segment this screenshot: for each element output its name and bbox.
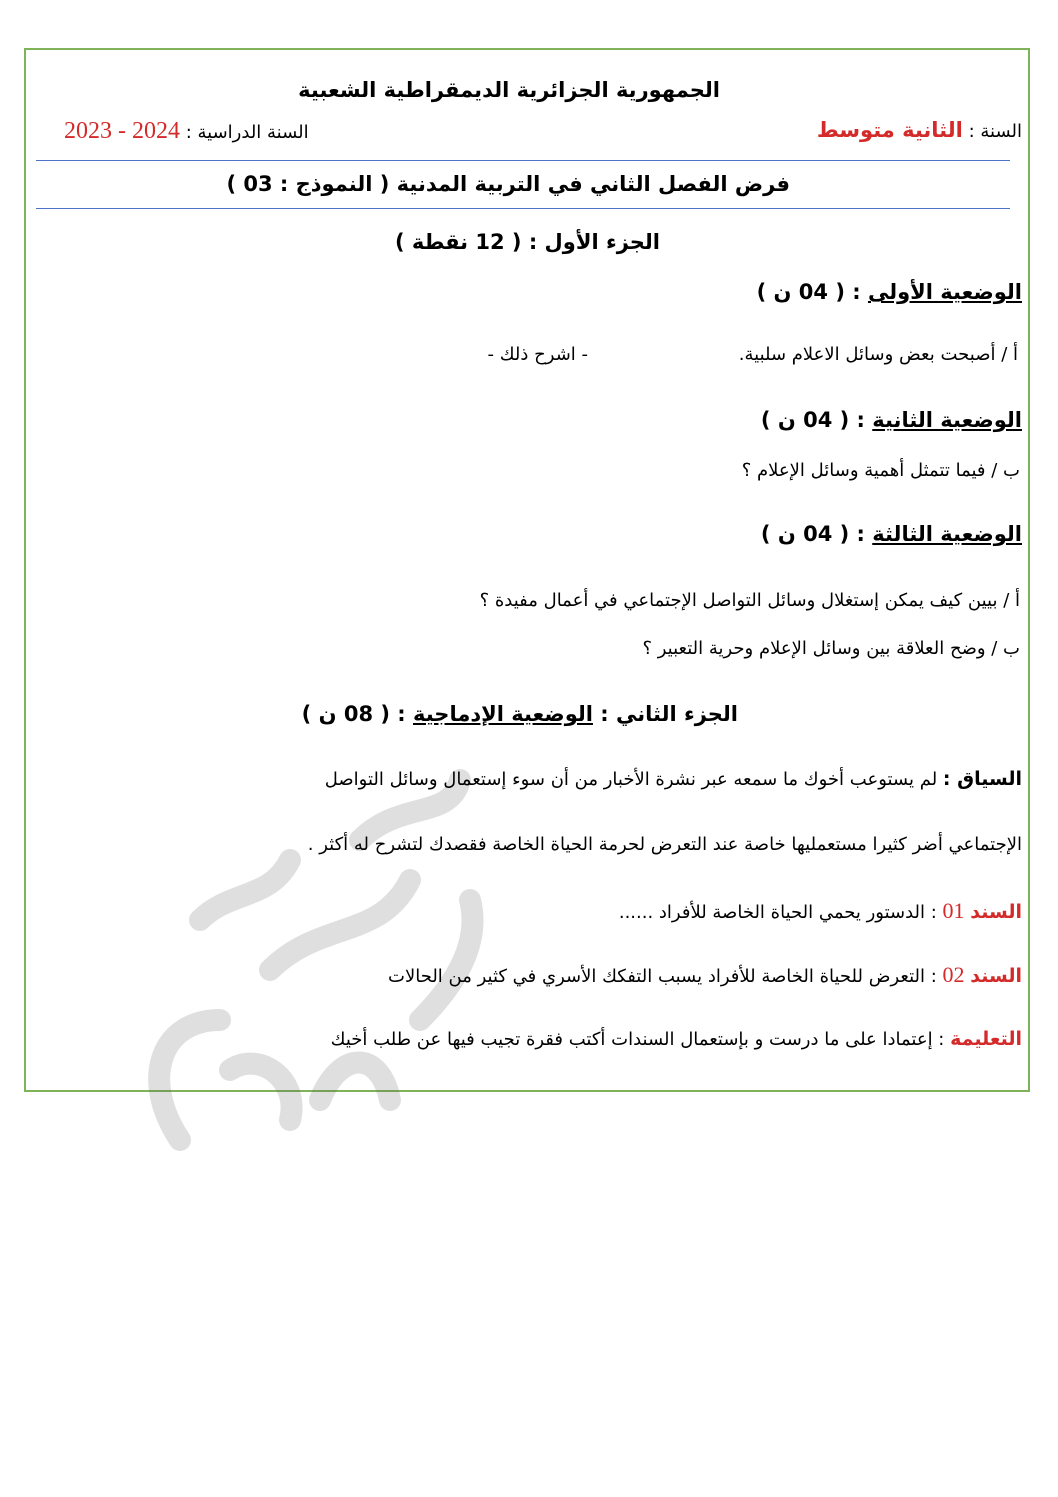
situation2-label: الوضعية الثانية xyxy=(872,408,1022,432)
level-value: الثانية متوسط xyxy=(816,118,963,142)
situation3-label: الوضعية الثالثة xyxy=(872,522,1022,546)
part2-title xyxy=(302,702,738,726)
part2-title-main: الوضعية الإدماجية xyxy=(413,702,593,726)
situation1-heading xyxy=(757,280,1022,304)
context-text-1: لم يستوعب أخوك ما سمعه عبر نشرة الأخبار من أن سوء إستعمال وسائل التواصل xyxy=(324,769,938,790)
situation1-points: : ( 04 ن ) xyxy=(756,280,861,304)
part1-title: الجزء الأول : ( 12 نقطة ) xyxy=(394,230,660,254)
document-1 xyxy=(619,898,1022,924)
document-1-number: 01 xyxy=(942,898,965,923)
instruction-label: التعليمة xyxy=(950,1028,1022,1050)
situation1-instruction: - اشرح ذلك - xyxy=(487,344,588,365)
part2-title-points: : ( 08 ن ) xyxy=(301,702,406,726)
document-2-text: : التعرض للحياة الخاصة للأفراد يسبب التفكك الأسري في كثير من الحالات xyxy=(388,966,937,987)
situation2-heading xyxy=(761,408,1022,432)
republic-heading: الجمهورية الجزائرية الديمقراطية الشعبية xyxy=(298,78,720,102)
school-year-label: السنة الدراسية : xyxy=(185,122,309,143)
document-1-text: : الدستور يحمي الحياة الخاصة للأفراد ...... xyxy=(618,902,937,923)
instruction xyxy=(331,1028,1022,1050)
situation2-points: : ( 04 ن ) xyxy=(760,408,865,432)
instruction-text: : إعتمادا على ما درست و بإستعمال السندات أكتب فقرة تجيب فيها عن طلب أخيك xyxy=(330,1029,945,1050)
school-year-value: 2023 - 2024 xyxy=(64,118,180,144)
part2-title-prefix: الجزء الثاني : xyxy=(600,702,738,726)
document-2 xyxy=(388,962,1022,988)
situation1-label: الوضعية الأولى xyxy=(867,280,1022,304)
document-2-number: 02 xyxy=(942,962,965,987)
level-label: السنة : xyxy=(968,121,1022,142)
situation3-question-b: ب / وضح العلاقة بين وسائل الإعلام وحرية التعبير ؟ xyxy=(642,638,1020,659)
context-line-1 xyxy=(325,768,1022,790)
situation3-points: : ( 04 ن ) xyxy=(760,522,865,546)
level-line xyxy=(817,118,1022,142)
header-rule-top xyxy=(36,160,1010,161)
header-rule-bottom xyxy=(36,208,1010,209)
context-line-2: الإجتماعي أضر كثيرا مستعمليها خاصة عند التعرض لحرمة الحياة الخاصة فقصدك لتشرح له أكثر . xyxy=(307,834,1022,855)
situation3-question-a: أ / بيين كيف يمكن إستغلال وسائل التواصل الإجتماعي في أعمال مفيدة ؟ xyxy=(479,590,1020,611)
context-label: السياق : xyxy=(942,768,1022,790)
situation2-question-b: ب / فيما تتمثل أهمية وسائل الإعلام ؟ xyxy=(741,460,1020,481)
document-2-label: السند xyxy=(970,965,1022,987)
situation3-heading xyxy=(761,522,1022,546)
document-1-label: السند xyxy=(970,901,1022,923)
school-year-line xyxy=(64,118,309,145)
situation1-question-a: أ / أصبحت بعض وسائل الاعلام سلبية. xyxy=(738,344,1018,365)
exam-title: فرض الفصل الثاني في التربية المدنية ( النموذج : 03 ) xyxy=(226,172,790,196)
